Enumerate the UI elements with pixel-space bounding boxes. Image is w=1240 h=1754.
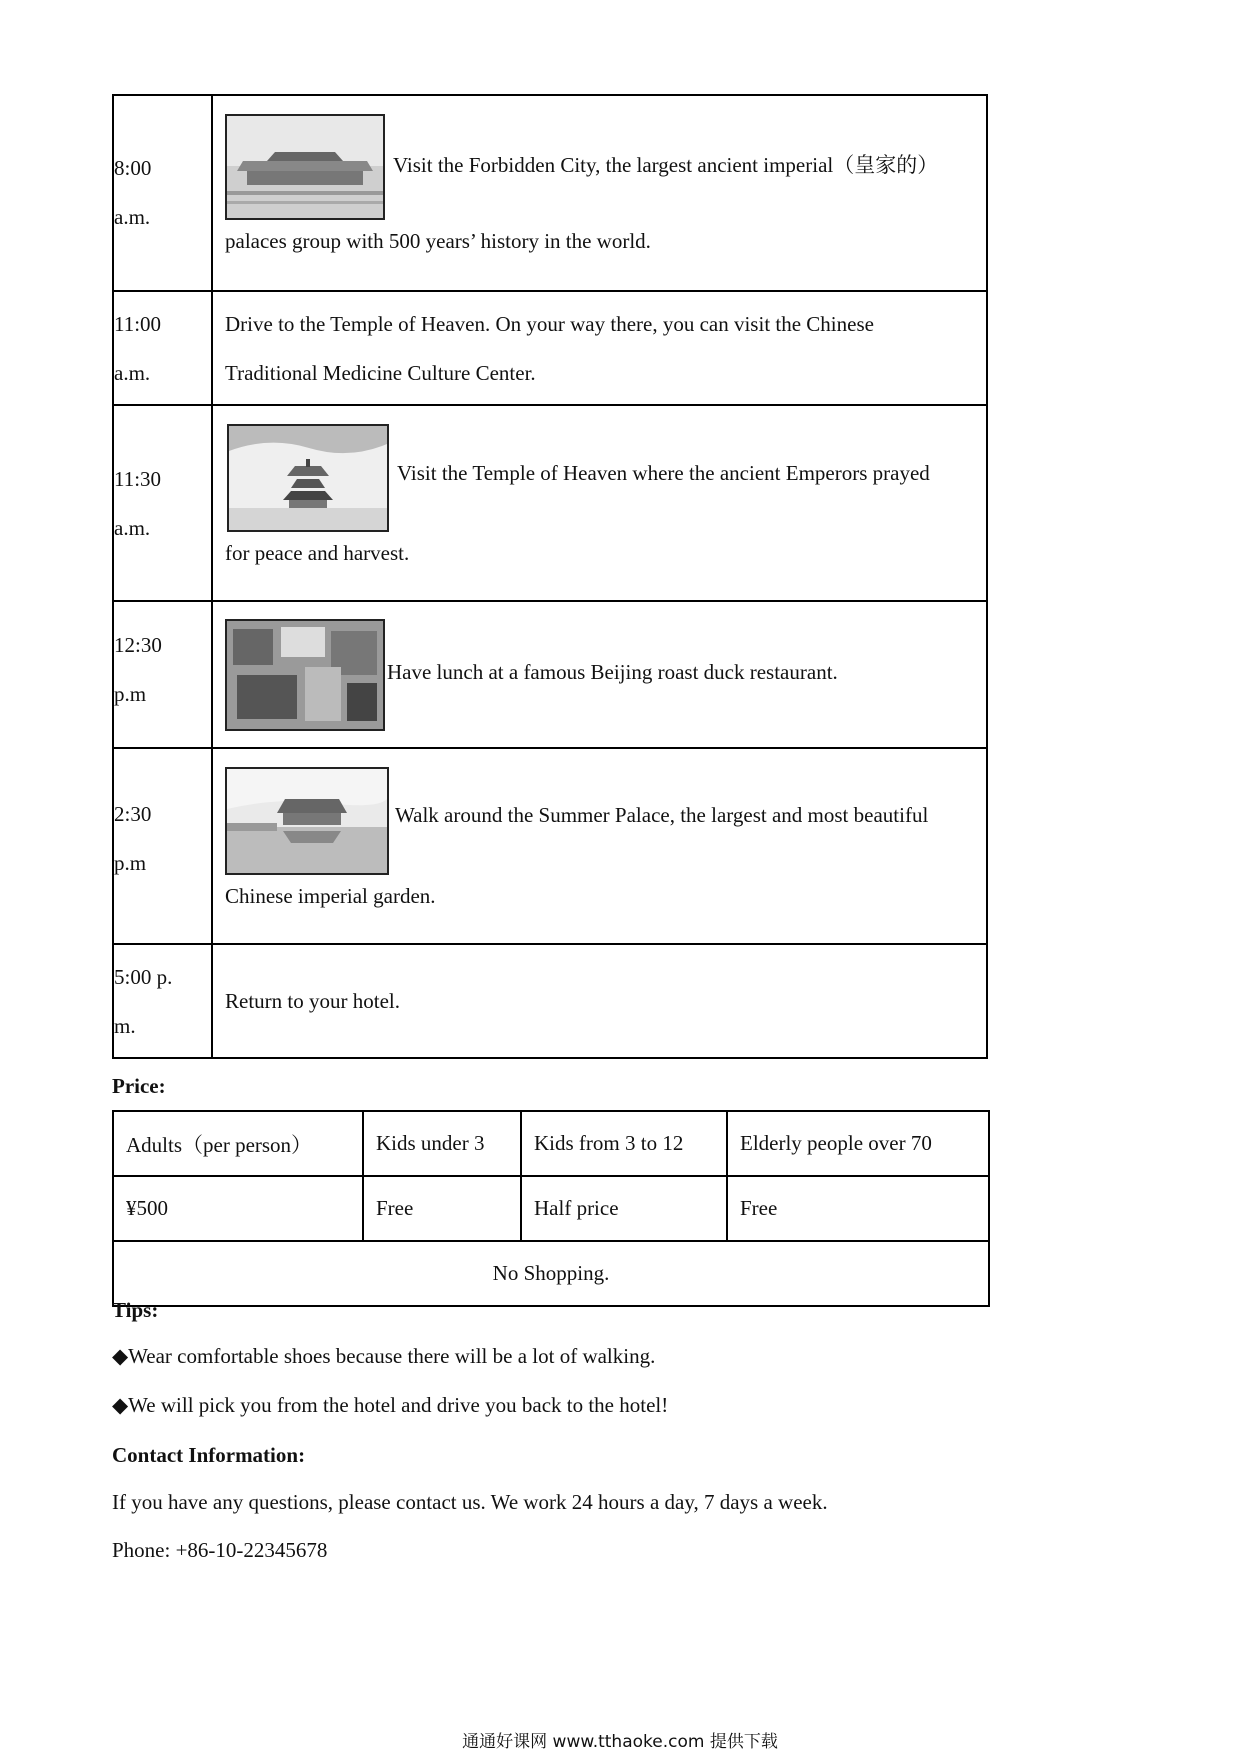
tip-item: ◆Wear comfortable shoes because there will be a lot of walking.: [112, 1344, 656, 1368]
description-line-1: Drive to the Temple of Heaven. On your way there, you can visit the Chinese: [225, 312, 874, 336]
time-line-1: 2:30: [114, 802, 152, 826]
forbidden-city-photo: [225, 114, 385, 220]
schedule-row: [113, 601, 987, 748]
schedule-row: [113, 291, 987, 405]
schedule-time: [113, 601, 212, 748]
contact-label: Contact Information:: [112, 1443, 306, 1467]
schedule-description: [212, 405, 987, 601]
price-header-cell: Kids from 3 to 12: [521, 1111, 727, 1176]
time-line-1: 8:00: [114, 156, 152, 180]
price-label: Price:: [112, 1074, 166, 1098]
price-value-cell: Half price: [521, 1176, 727, 1241]
schedule-time: [113, 95, 212, 291]
contact-text: If you have any questions, please contact us. We work 24 hours a day, 7 days a week.: [112, 1490, 828, 1514]
schedule-row: [113, 748, 987, 944]
footer-watermark: 通通好课网 www.tthaoke.com 提供下载: [462, 1732, 778, 1752]
price-value-row: [113, 1176, 989, 1241]
price-note: No Shopping.: [113, 1241, 989, 1306]
schedule-description: [212, 748, 987, 944]
description-line-1: Walk around the Summer Palace, the largest and most beautiful: [395, 803, 929, 827]
roast-duck-restaurant-photo: [225, 619, 385, 731]
schedule-time: [113, 291, 212, 405]
price-header-row: [113, 1111, 989, 1176]
price-value-cell: ¥500: [113, 1176, 363, 1241]
price-header-cell: Elderly people over 70: [727, 1111, 989, 1176]
price-header-cell: Adults（per person）: [113, 1111, 363, 1176]
description-line-2: palaces group with 500 years’ history in the world.: [225, 229, 651, 253]
description-line-2: for peace and harvest.: [225, 541, 410, 565]
temple-of-heaven-photo: [227, 424, 389, 532]
time-line-1: 11:00: [114, 312, 162, 336]
schedule-time: [113, 944, 212, 1058]
time-line-2: a.m.: [114, 516, 151, 540]
schedule-description: [212, 95, 987, 291]
schedule-description: [212, 601, 987, 748]
time-line-2: p.m: [114, 682, 147, 706]
time-line-2: a.m.: [114, 205, 151, 229]
description-line-1: Return to your hotel.: [225, 989, 400, 1013]
schedule-description: [212, 944, 987, 1058]
description-line-2: Traditional Medicine Culture Center.: [225, 361, 536, 385]
time-line-1: 5:00 p.: [114, 965, 173, 989]
schedule-time: [113, 748, 212, 944]
description-line-2: Chinese imperial garden.: [225, 884, 436, 908]
schedule-table: [112, 94, 988, 1059]
summer-palace-photo: [225, 767, 389, 875]
schedule-description: [212, 291, 987, 405]
schedule-row: [113, 95, 987, 291]
price-value-cell: Free: [727, 1176, 989, 1241]
page: [112, 94, 988, 1562]
price-note-row: [113, 1241, 989, 1306]
time-line-2: a.m.: [114, 361, 151, 385]
time-line-2: p.m: [114, 851, 147, 875]
time-line-1: 12:30: [114, 633, 162, 657]
schedule-row: [113, 405, 987, 601]
time-line-2: m.: [114, 1014, 136, 1038]
contact-phone: Phone: +86-10-22345678: [112, 1538, 328, 1562]
schedule-time: [113, 405, 212, 601]
time-line-1: 11:30: [114, 467, 162, 491]
tip-item: ◆We will pick you from the hotel and drive you back to the hotel!: [112, 1393, 669, 1417]
tips-label: Tips:: [112, 1298, 159, 1322]
price-value-cell: Free: [363, 1176, 521, 1241]
description-line-1: Visit the Temple of Heaven where the ancient Emperors prayed: [397, 461, 930, 485]
price-table: [112, 1110, 990, 1307]
schedule-row: [113, 944, 987, 1058]
description-line-1: Have lunch at a famous Beijing roast duck restaurant.: [387, 660, 838, 684]
description-line-1: Visit the Forbidden City, the largest ancient imperial（皇家的）: [393, 153, 939, 177]
price-header-cell: Kids under 3: [363, 1111, 521, 1176]
